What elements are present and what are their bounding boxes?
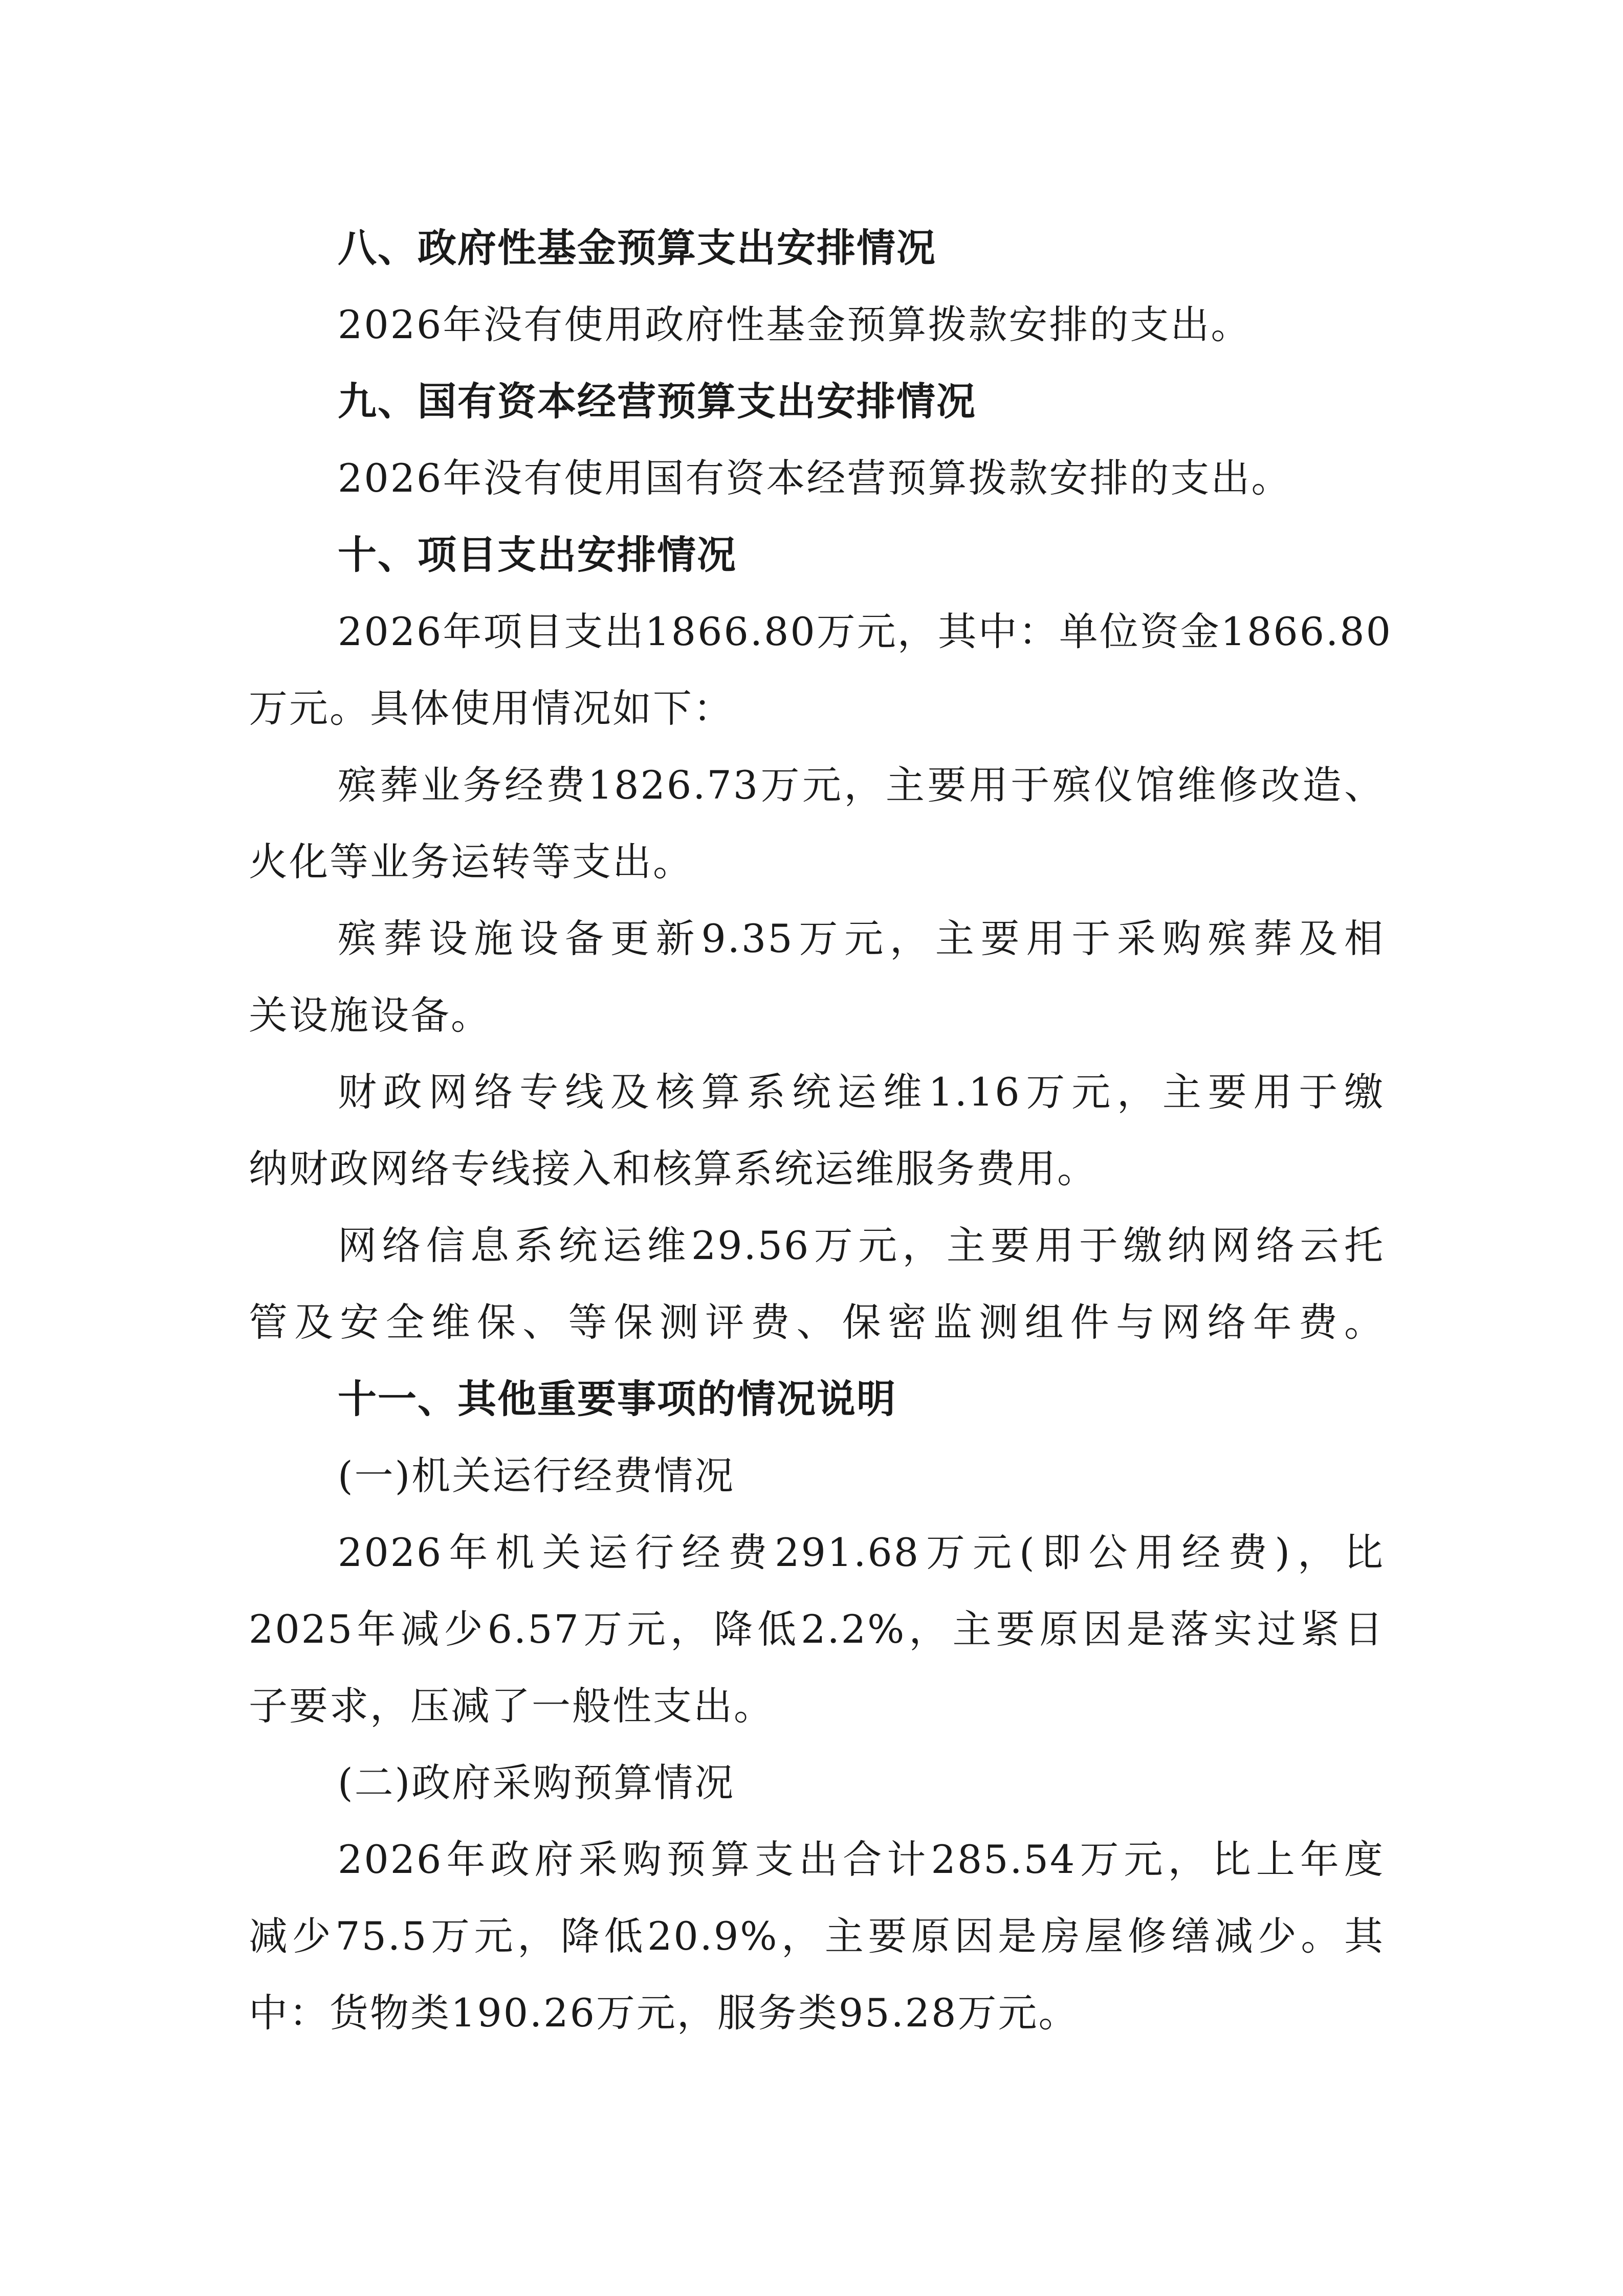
paragraph-line: 中：货物类190.26万元，服务类95.28万元。 xyxy=(249,1990,1079,2036)
paragraph-line: 管及安全维保、等保测评费、保密监测组件与网络年费。 xyxy=(249,1299,1385,1345)
paragraph-line: 纳财政网络专线接入和核算系统运维服务费用。 xyxy=(249,1146,1098,1191)
subsection-heading: (一)机关运行经费情况 xyxy=(338,1453,735,1498)
paragraph-line: 网络信息系统运维29.56万元，主要用于缴纳网络云托 xyxy=(338,1223,1385,1268)
paragraph-line: 殡葬设施设备更新9.35万元，主要用于采购殡葬及相 xyxy=(338,916,1385,961)
paragraph-line: 2026年项目支出1866.80万元，其中：单位资金1866.80 xyxy=(338,609,1392,654)
paragraph-line: 2026年政府采购预算支出合计285.54万元，比上年度 xyxy=(338,1837,1385,1882)
paragraph-line: 子要求，压减了一般性支出。 xyxy=(249,1683,774,1729)
section-heading: 十、项目支出安排情况 xyxy=(338,532,737,578)
paragraph-line: 火化等业务运转等支出。 xyxy=(249,839,693,885)
section-heading: 十一、其他重要事项的情况说明 xyxy=(338,1376,896,1422)
subsection-heading: (二)政府采购预算情况 xyxy=(338,1760,735,1805)
paragraph-line: 减少75.5万元，降低20.9%，主要原因是房屋修缮减少。其 xyxy=(249,1913,1385,1959)
paragraph-line: 万元。具体使用情况如下： xyxy=(249,686,734,731)
paragraph-line: 2026年没有使用政府性基金预算拨款安排的支出。 xyxy=(338,302,1252,347)
paragraph-line: 财政网络专线及核算系统运维1.16万元，主要用于缴 xyxy=(338,1069,1385,1115)
section-heading: 八、政府性基金预算支出安排情况 xyxy=(338,225,936,271)
paragraph-line: 2026年没有使用国有资本经营预算拨款安排的支出。 xyxy=(338,455,1292,501)
document-body xyxy=(249,210,1392,2051)
paragraph-line: 殡葬业务经费1826.73万元，主要用于殡仪馆维修改造、 xyxy=(338,762,1385,808)
paragraph-line: 关设施设备。 xyxy=(249,992,491,1038)
paragraph-line: 2025年减少6.57万元，降低2.2%，主要原因是落实过紧日 xyxy=(249,1606,1385,1652)
paragraph-line: 2026年机关运行经费291.68万元(即公用经费)，比 xyxy=(338,1530,1385,1575)
section-heading: 九、国有资本经营预算支出安排情况 xyxy=(338,379,976,424)
